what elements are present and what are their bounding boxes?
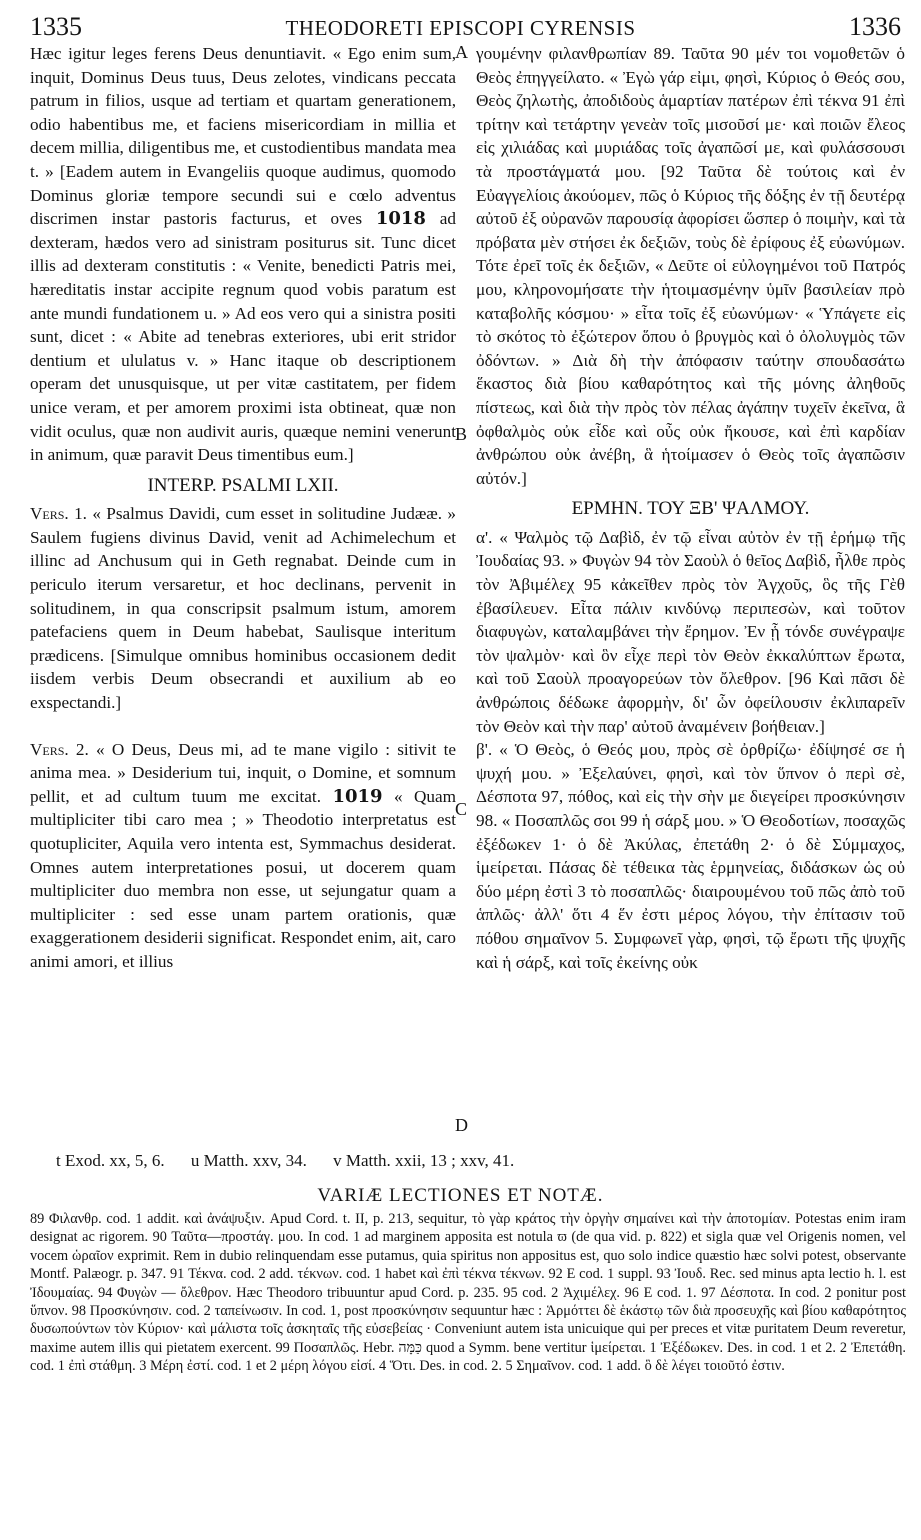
page-number-left: 1335 — [30, 12, 82, 41]
latin-heading: INTERP. PSALMI LXII. — [147, 474, 339, 496]
greek-verse-1 — [476, 526, 905, 738]
footnote: t Exod. xx, 5, 6. — [56, 1151, 165, 1170]
greek-paragraph: γουμένην φιλανθρωπίαν 89. Ταῦτα 90 μέν τοι νομοθετῶν ὁ Θεὸς ἐπηγγείλατο. « Ἐγὼ γάρ εἰμι, φησὶ, Κύριος ὁ Θεός σου, Θεὸς ζηλωτὴς, ἀποδιδοὺς ἁμαρτίαν πατέρων ἐπὶ τέκνα 91 ἐπὶ τρίτην καὶ τετάρτην γενεὰν τοῖς μισοῦσί με· καὶ ποιῶν ἔλεος εἰς χιλιάδας καὶ μυριάδας τοῖς ἀγαπῶσί με, καὶ φυλάσσουσι τὰ προστάγματά μου. [92 Ταῦτα δὲ τούτοις καὶ ἐν Εὐαγγελίοις ἀκούομεν, πῶς ὁ Κύριος τῆς δόξης ἐν τῇ δευτέρᾳ αὐτοῦ ἐξ οὐρανῶν παρουσίᾳ ἀφορίσει ὥσπερ ὁ ποιμὴν, καὶ τὰ πρόβατα μὲν στήσει ἐκ δεξιῶν, τοὺς δὲ ἐρίφους ἐξ εὐωνύμων. Τότε ἐρεῖ τοῖς ἐκ δεξιῶν, « Δεῦτε οἱ εὐλογημένοι τοῦ Πατρός μου, κληρονομήσατε τὴν ἡτοιμασμένην ὑμῖν βασιλείαν πρὸ καταβολῆς κόσμου· » εἶτα τοῖς ἐξ εὐωνύμων· « Ὑπάγετε εἰς τὸ σκότος τὸ ἐξώτερον ὅπου ὁ βρυγμὸς καὶ ὁ ὀλολυγμὸς τῶν ὀδόντων. » Διὰ δὴ τὴν ἀπόφασιν ταύτην σπουδασάτω ἕκαστος διὰ βίου καθαρότητος καὶ τῆς μόνης ἀληθοῦς πίστεως, καὶ διὰ τὴν πρὸς τὸν πέλας ἀγάπην τυχεῖν ἐκεῖνα, ἃ ὀφθαλμὸς οὐκ εἶδε καὶ οὖς οὐκ ἤκουσε, καὶ ἐπὶ καρδίαν ἀνθρώπου οὐκ ἀνέβη, ἃ ἡτοίμασεν ὁ Θεὸς τοῖς ἀγαπῶσιν αὐτόν.] — [476, 44, 905, 488]
column-number: 1019 — [332, 785, 383, 807]
latin-verse-2 — [30, 738, 456, 974]
latin-paragraph — [30, 42, 456, 467]
margin-letter-c: C — [455, 799, 468, 819]
latin-text: « Psalmus Davidi, cum esset in solitudine Judææ. » Saulem fugiens divinus David, venit ad Achimelechum et illinc ad Anchusum qui in Geth regnabat. Deinde cum in periculo iterum versaretur, et hoc declinans, pervenit in solitudinem, in qua conscripsit psalmum istum, amorem patefaciens quem in Deum habebat, Saulisque interitum prædicens. [Simulque omnibus hominibus occasionem dedit iisdem verbis Deum obsecrandi et auxilium ab eo exspectandi.] — [30, 504, 456, 713]
footnote: v Matth. xxii, 13 ; xxv, 41. — [333, 1151, 515, 1170]
margin-letter-d: D — [455, 1115, 468, 1135]
verse-label: α'. — [476, 527, 493, 547]
verse-label: Vers. 2. — [30, 739, 89, 759]
page-header — [0, 4, 921, 44]
scripture-footnotes — [56, 1151, 916, 1171]
margin-letter-a: A — [455, 42, 468, 62]
latin-text: « Quam multipliciter tibi caro mea ; » Theodotio interpretatus est quotupliciter, Aquila vero intenta est, Symmachus desiderat. Omnes autem interpretationes posui, ut docerem quam multipliciter duo membra non esse, ut sejungatur quam a multipliciter : sed esse unam partem orationis, quæ exaggerationem desiderii significat. Respondet enim, ait, caro animi amori, et illius — [30, 786, 457, 971]
latin-text: Hæc igitur leges ferens Deus denuntiavit. « Ego enim sum, inquit, Dominus Deus tuus, Deus zelotes, vindicans peccata patrum in filios, usque ad tertiam et quartam generationem, odio habentibus me, et faciens misericordiam in millia et decem millia, diligentibus me, et custodientibus mandata mea t. » [Eadem autem in Evangeliis quoque audimus, quomodo Dominus gloriæ tempore secundi sui e cœlo adventus discrimen instar pastoris facturus, et oves — [30, 44, 456, 229]
variant-notes — [30, 1210, 906, 1376]
greek-column — [476, 42, 905, 974]
greek-heading: ΕΡΜΗΝ. ΤΟΥ ΞΒ' ΨΑΛΜΟΥ. — [571, 498, 810, 520]
running-title: THEODORETI EPISCOPI CYRENSIS — [285, 16, 636, 40]
footnote: u Matth. xxv, 34. — [190, 1151, 307, 1170]
greek-text: « Ψαλμὸς τῷ Δαβὶδ, ἐν τῷ εἶναι αὐτὸν ἐν τῇ ἐρήμῳ τῆς Ἰουδαίας 93. » Φυγὼν 94 τὸν Σαοὺλ ὁ θεῖος Δαβὶδ, ἦλθε πρὸς τὸν Ἀβιμέλεχ 95 κἀκεῖθεν πρὸς τὸν Ἀγχοῦς, ὃς τῆς Γὲθ ἐβασίλευεν. Εἶτα πάλιν κινδύνῳ περιπεσὼν, καὶ τοῦτον διαφυγὼν, καταλαμβάνει τὴν ἔρημον. Ἐν ᾗ τόνδε συνέγραψε τὸν ψαλμὸν· καὶ ὃν εἶχε περὶ τὸν Θεὸν ἐκκαλύπτων ἔρωτα, καὶ τοῦ Σαοὺλ προαγορεύων τὸν ὄλεθρον. [96 Καὶ πᾶσι δὲ ἀνθρώποις δέδωκε ἀφορμὴν, δι' ὧν ὀφείλουσιν ἐκλιπαρεῖν τὸν Θεὸν καὶ τὴν παρ' αὐτοῦ ἀναμένειν βοήθειαν.] — [476, 527, 906, 736]
latin-text: ad dexteram, hædos vero ad sinistram positurus sit. Tunc dicet illis ad dexteram constitutis : « Venite, benedicti Patris mei, hæreditatis instar accipite regnum quod vobis paratum est ante mundi fundationem u. » Ad eos vero qui a sinistra positi sunt, dicet : « Abite ad tenebras exteriores, ubi erit stridor dentium et ululatus v. » Hanc itaque ob descriptionem operam det unusquisque, ut per vitæ castitatem, per fidem unice veram, et per amorem proximi ista obtineat, quæ non vidit oculus, quæ non audivit auris, quæque nemini venerunt in animum, quæ paravit Deus timentibus eum.] — [30, 209, 456, 465]
column-number: 1018 — [375, 208, 426, 230]
greek-text: « Ὁ Θεὸς, ὁ Θεός μου, πρὸς σὲ ὀρθρίζω· ἐδίψησέ σε ἡ ψυχή μου. » Ἐξελαύνει, φησὶ, καὶ τὸν ὕπνον ὁ περὶ σὲ, Δέσποτα 97, πόθος, καὶ εἰς τὴν σὴν με διεγείρει προσκύνησιν 98. « Ποσαπλῶς σοι 99 ἡ σάρξ μου. » Ὁ Θεοδοτίων, ποσαχῶς ἐξέδωκεν 1· ὁ δὲ Ἀκύλας, ἐπετάθη 2· ὁ δὲ Σύμμαχος, ἱμείρεται. Πάσας δὲ τέθεικα τὰς ἑρμηνείας, διδάσκων ὡς οὐ δύο μέρη ἐστὶ 3 τὸ ποσαπλῶς· διαιρουμένου τοῦ πῶς ἀπὸ τοῦ ἁπλῶς· ἀλλ' ὅτι 4 ἕν ἐστι μέρος λόγου, τὴν ἐπίτασιν τοῦ πόθου σημαῖνον 5. Συμφωνεῖ γὰρ, φησὶ, τῷ ἔρωτι τῆς ψυχῆς καὶ ἡ σάρξ, καὶ τοῖς ἐκείνης οὐκ — [476, 740, 905, 972]
latin-column — [30, 42, 456, 974]
latin-text: « O Deus, Deus mi, ad te mane vigilo : sitivit te anima mea. » Desiderium tui, inquit, o Domine, et somnum pellit, et ad cultum tuum me excitat. — [30, 739, 457, 806]
page-number-right: 1336 — [849, 12, 901, 41]
notes-text: 89 Φιλανθρ. cod. 1 addit. καὶ ἀνάψυξιν. Apud Cord. t. II, p. 213, sequitur, τὸ γὰρ κράτος τὴν ὀργὴν σημαίνει καὶ τὴν ἀποτομίαν. Potestas enim iram designat ac rigorem. 90 Ταῦτα—προστάγ. μου. In cod. 1 ad marginem apposita est notula ϖ (de qua vid. p. 822) et sigla quæ vel Origenis nomen, vel vocem ὡραῖον exprimit. Rem in dubio relinquendam esse putamus, quia spiritus non appositus est, quo solo indice quæstio hæc solvi potest, observante Montf. Palæogr. p. 347. 91 Τέκνα. cod. 2 add. τέκνων. cod. 1 habet καὶ ἐπὶ τέκνα τέκνων. 92 E cod. 1 suppl. 93 Ἰουδ. Rec. sed minus apta lectio h. l. est Ἰδουμαίας. 94 Φυγὼν — ὄλεθρον. Hæc Theodoro tribuuntur apud Cord. p. 235. 95 cod. 2 Ἀχιμέλεχ. 96 E cod. 1. 97 Δέσποτα. In cod. 2 ponitur post ὕπνον. 98 Προσκύνησιν. cod. 2 ταπείνωσιν. In cod. 1, post προσκύνησιν sequuntur hæc : Ἁρμόττει δὲ ἑκάστῳ τῶν διὰ προσευχῆς καὶ βίου καθαρότητος δυσωπούντων τὸν Κύριον· καὶ μάλιστα τοῖς ἀσκηταῖς τῆς εὐσεβείας · Conveniunt autem ista unicuique qui per preces et vitæ puritatem Deum reveretur, maxime autem illis qui pietatem exercent. 99 Ποσαπλῶς. Hebr. כַּמָּה quod a Symm. bene vertitur ἱμείρεται. 1 Ἐξέδωκεν. Des. in cod. 1 et 2. 2 Ἐπετάθη. cod. 1 ἐπὶ στάθμη. 3 Μέρη ἐστί. cod. 1 et 2 μέρη λόγου εἰσί. 4 Ὅτι. Des. in cod. 2. 5 Σημαῖνον. cod. 1 add. ὃ δὲ λέγει τοιοῦτό ἐστιν. — [30, 1211, 906, 1375]
notes-title: VARIÆ LECTIONES ET NOTÆ. — [317, 1185, 604, 1206]
latin-verse-1 — [30, 502, 456, 714]
greek-verse-2 — [476, 738, 905, 974]
verse-label: Vers. 1. — [30, 504, 87, 524]
margin-letter-b: B — [455, 424, 468, 444]
verse-label: β'. — [476, 740, 493, 760]
